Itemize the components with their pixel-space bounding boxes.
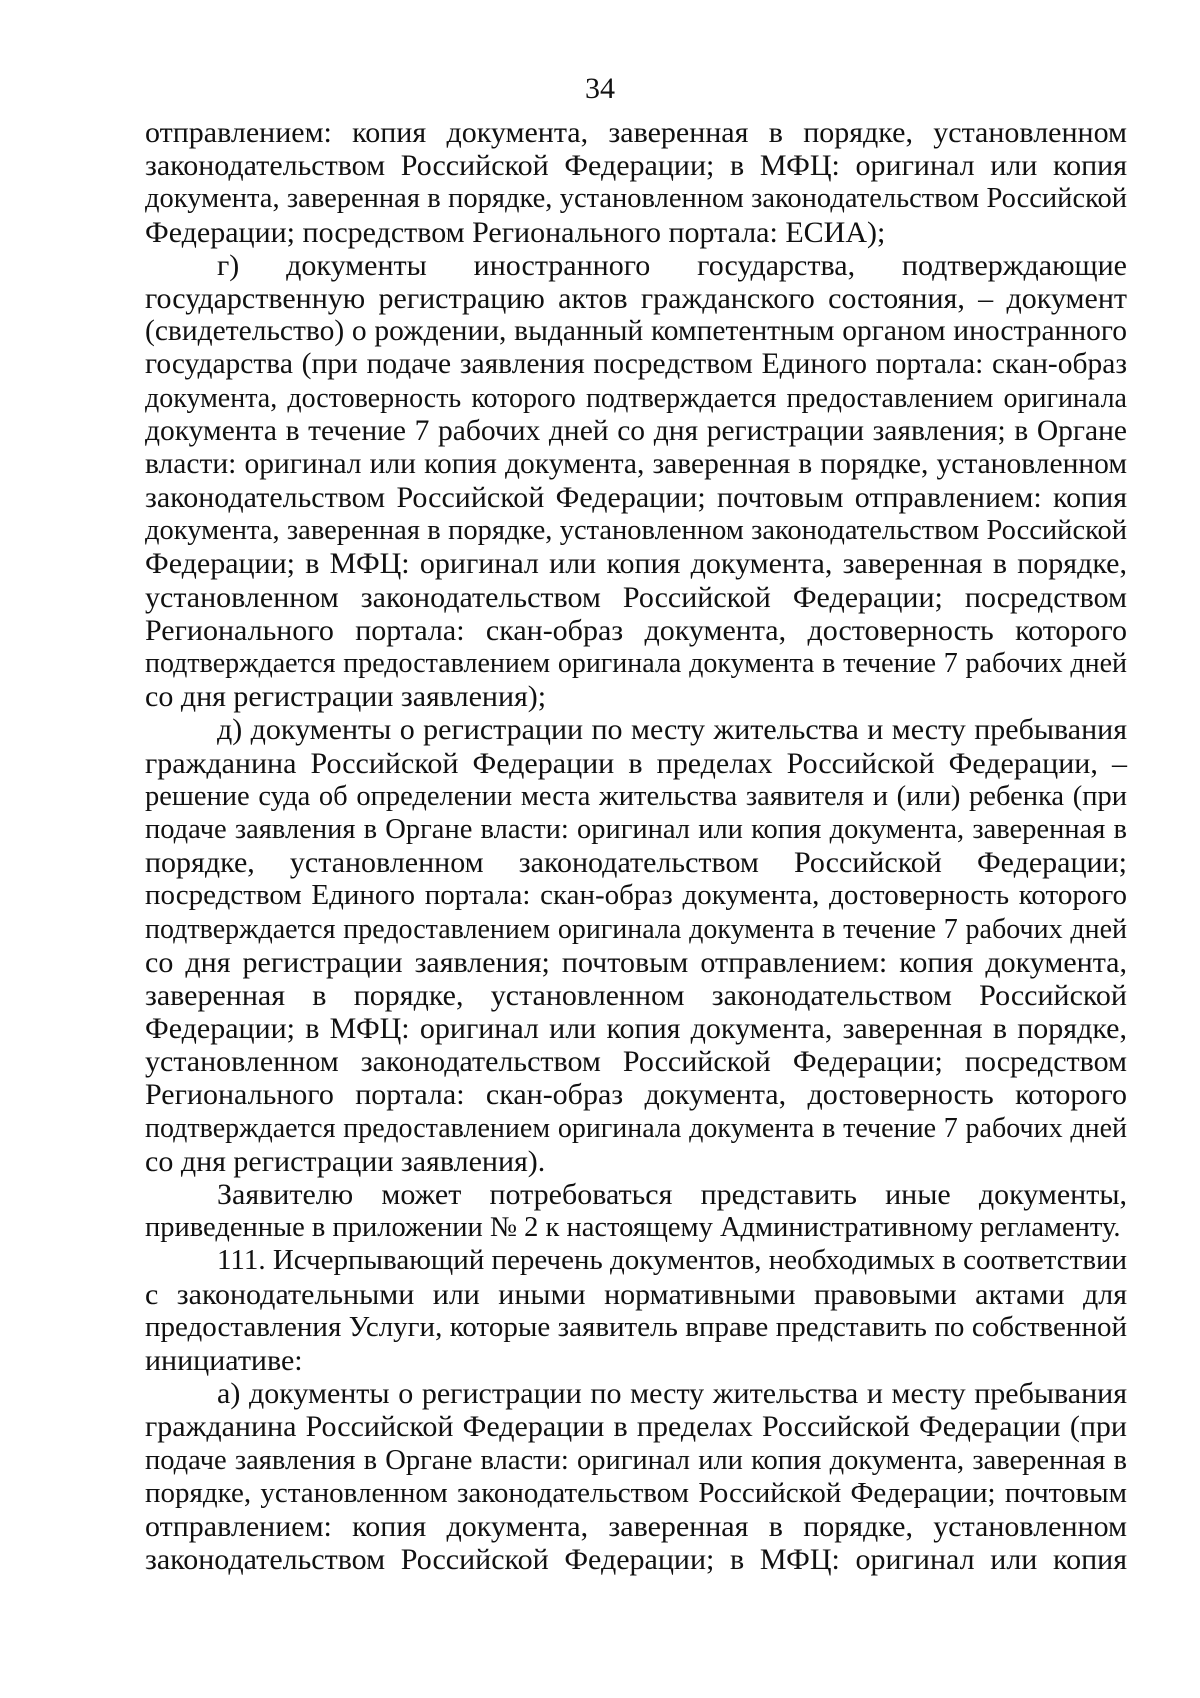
text-line: подтверждается предоставлением оригинала документа в течение 7 рабочих дней (145, 913, 1127, 945)
text-line: Регионального портала: скан-образ документа, достоверность которого (145, 613, 1127, 647)
text-line: 111. Исчерпывающий перечень документов, необходимых в соответствии (217, 1244, 1128, 1277)
text-line: документа в течение 7 рабочих дней со дня регистрации заявления; в Органе (145, 414, 1127, 447)
body-text (145, 116, 1127, 1576)
text-line: подтверждается предоставлением оригинала документа в течение 7 рабочих дней (145, 648, 1127, 679)
text-line: а) документы о регистрации по месту жительства и месту пребывания (217, 1377, 1127, 1411)
text-line: порядке, установленном законодательством Российской Федерации; почтовым (145, 1476, 1127, 1509)
text-line: подтверждается предоставлением оригинала документа в течение 7 рабочих дней (145, 1112, 1127, 1144)
text-line: д) документы о регистрации по месту жительства и месту пребывания (217, 713, 1127, 747)
text-line: решение суда об определении места жительства заявителя и (или) ребенка (при (145, 780, 1127, 812)
text-line: отправлением: копия документа, заверенная в порядке, установленном (145, 116, 1127, 149)
text-line: приведенные в приложении № 2 к настоящему Административному регламенту. (145, 1212, 1121, 1244)
text-line: документа, достоверность которого подтверждается предоставлением оригинала (145, 382, 1127, 414)
text-line: г) документы иностранного государства, подтверждающие (217, 248, 1127, 282)
text-line: законодательством Российской Федерации; в МФЦ: оригинал или копия (145, 1543, 1127, 1577)
text-line: установленном законодательством Российской Федерации; посредством (145, 580, 1127, 614)
text-line: инициативе: (145, 1343, 303, 1377)
text-line: со дня регистрации заявления). (145, 1144, 546, 1178)
text-line: предоставления Услуги, которые заявитель вправе представить по собственной (145, 1310, 1127, 1343)
text-line: со дня регистрации заявления; почтовым отправлением: копия документа, (145, 945, 1127, 979)
text-line: заверенная в порядке, установленном законодательством Российской (145, 978, 1127, 1012)
text-line: Заявителю может потребоваться представить иные документы, (217, 1178, 1127, 1211)
text-line: установленном законодательством Российской Федерации; посредством (145, 1045, 1127, 1079)
text-line: законодательством Российской Федерации; в МФЦ: оригинал или копия (145, 149, 1127, 183)
text-line: документа, заверенная в порядке, установленном законодательством Российской (145, 183, 1127, 215)
text-line: гражданина Российской Федерации в пределах Российской Федерации (при (145, 1410, 1127, 1444)
text-line: (свидетельство) о рождении, выданный компетентным органом иностранного (145, 315, 1127, 348)
text-line: подаче заявления в Органе власти: оригинал или копия документа, заверенная в (145, 813, 1127, 845)
text-line: порядке, установленном законодательством Российской Федерации; (145, 846, 1127, 880)
text-line: документа, заверенная в порядке, установленном законодательством Российской (145, 515, 1127, 547)
text-line: с законодательными или иными нормативными правовыми актами для (145, 1277, 1127, 1311)
text-line: со дня регистрации заявления); (145, 680, 547, 714)
text-line: отправлением: копия документа, заверенная в порядке, установленном (145, 1509, 1127, 1543)
text-line: законодательством Российской Федерации; почтовым отправлением: копия (145, 481, 1127, 515)
text-line: Регионального портала: скан-образ документа, достоверность которого (145, 1078, 1127, 1112)
text-line: посредством Единого портала: скан-образ документа, достоверность которого (145, 879, 1127, 912)
text-line: гражданина Российской Федерации в пределах Российской Федерации, – (145, 746, 1127, 780)
page-number: 34 (585, 72, 615, 105)
text-line: Федерации; в МФЦ: оригинал или копия документа, заверенная в порядке, (145, 547, 1127, 581)
text-line: государственную регистрацию актов гражданского состояния, – документ (145, 281, 1127, 315)
text-line: подаче заявления в Органе власти: оригинал или копия документа, заверенная в (145, 1444, 1127, 1476)
text-line: власти: оригинал или копия документа, заверенная в порядке, установленном (145, 447, 1127, 480)
text-line: Федерации; в МФЦ: оригинал или копия документа, заверенная в порядке, (145, 1012, 1127, 1046)
text-line: государства (при подаче заявления посредством Единого портала: скан-образ (145, 348, 1127, 381)
text-line: Федерации; посредством Регионального портала: ЕСИА); (145, 215, 886, 249)
